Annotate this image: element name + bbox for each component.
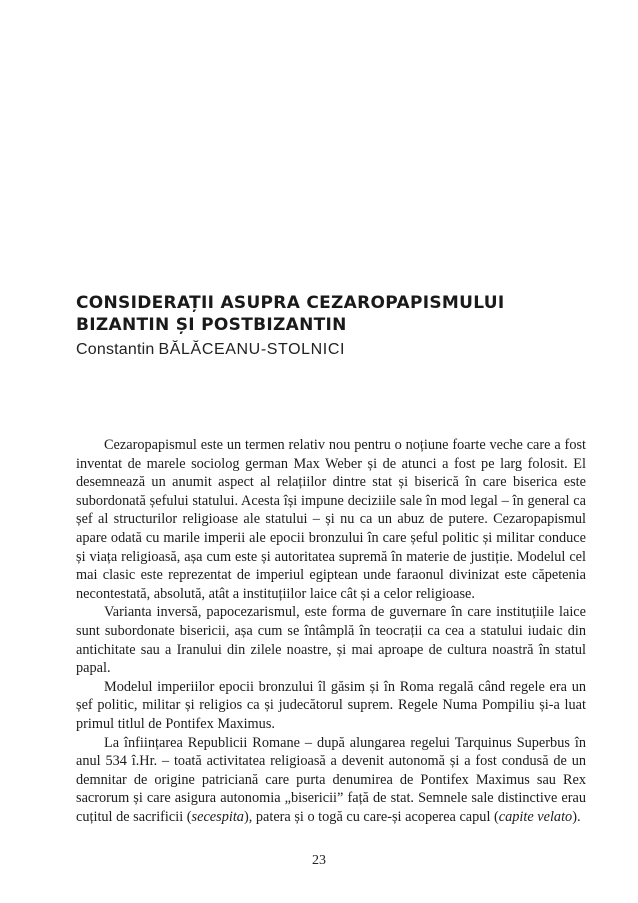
paragraph-2: Varianta inversă, papocezarismul, este forma de guvernare în care instituțiile laice sunt subordonate bisericii, așa cum se întâmplă în teocrații ca cea a statului iudaic din antichitate sau a Iranului din zilele noastre, și mai aproape de cultura noastră în statul papal. [76, 604, 586, 677]
italic-term-secespita: secespita [191, 808, 244, 825]
paragraph-4-text-middle: ), patera și o togă cu care-și acoperea capul ( [243, 808, 499, 825]
author-surname: BĂLĂCEANU-STOLNICI [158, 341, 346, 358]
page-number: 23 [312, 853, 326, 868]
article-body [76, 436, 586, 826]
paragraph-3: Modelul imperiilor epocii bronzului îl găsim și în Roma regală când regele era un șef politic, militar și religios ca și judecătorul suprem. Regele Numa Pompiliu și-a luat primul titlul de Pontifex Maximus. [76, 678, 586, 732]
article-header [76, 292, 576, 360]
paragraph-1: Cezaropapismul este un termen relativ nou pentru o noțiune foarte veche care a fost inventat de marele sociolog german Max Weber și de atunci a fost pe larg folosit. El desemnează un anumit aspect al relațiilor dintre stat și biserică în care biserica este subordonată șefului statului. Acesta își impune deciziile sale în mod legal – în general ca șef al structurilor religioase ale statului – și nu ca un abuz de putere. Cezaropapismul apare odată cu marile imperii ale epocii bronzului în care șeful politic și militar conduce și viața religioasă, așa cum este și autoritatea supremă în materie de justiție. Modelul cel mai clasic este reprezentat de imperiul egiptean unde faraonul divinizat este căpetenia necontestată, absolută, atât a instituțiilor laice cât și a celor religioase. [76, 437, 586, 602]
paragraph-4-text-after: ). [572, 808, 581, 825]
paragraph-4-text-before: La înființarea Republicii Romane – după alungarea regelui Tarquinus Superbus în anul 534 î.Hr. – toată activitatea religioasă a devenit autonomă și a fost condusă de un demnitar de origine patriciană care purta denumirea de Pontifex Maximus sau Rex sacrorum și care asigura autonomia „bisericii” față de stat. Semnele sale distinctive erau cuțitul de sacrificii ( [76, 734, 586, 825]
paragraph-4 [76, 734, 586, 827]
italic-term-capite-velato: capite velato [498, 808, 573, 825]
article-title-line-1: CONSIDERAȚII ASUPRA CEZAROPAPISMULUI [76, 293, 505, 313]
article-title-line-2: BIZANTIN ȘI POSTBIZANTIN [76, 315, 347, 335]
author-name [76, 340, 576, 360]
author-given-name: Constantin [76, 341, 155, 358]
